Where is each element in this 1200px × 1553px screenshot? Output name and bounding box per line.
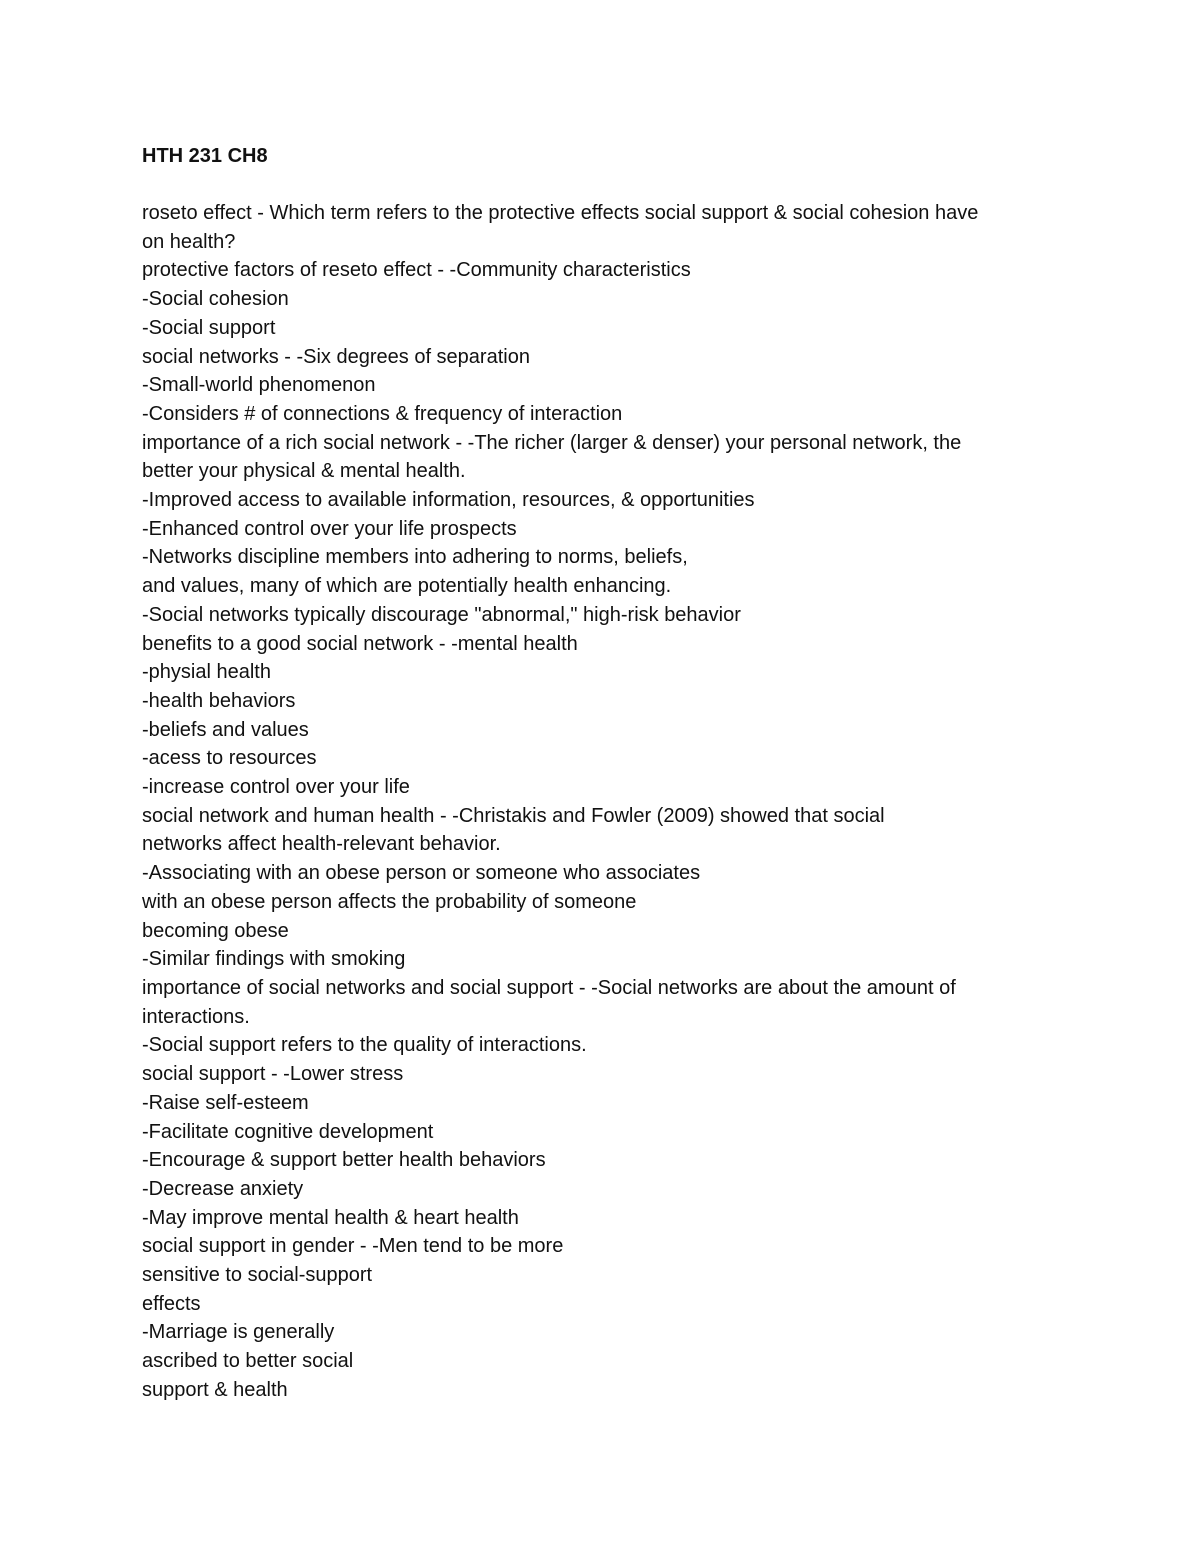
text-line: -Social support	[142, 316, 276, 339]
text-line: benefits to a good social network - -mental health	[142, 632, 578, 655]
text-line: -Social support refers to the quality of interactions.	[142, 1034, 587, 1057]
text-line: -Social networks typically discourage "abnormal," high-risk behavior	[142, 603, 741, 626]
text-line: -Enhanced control over your life prospects	[142, 517, 517, 540]
text-line: importance of social networks and social support - -Social networks are about the amount of	[142, 976, 956, 999]
text-line: -Improved access to available information, resources, & opportunities	[142, 489, 755, 512]
text-line: networks affect health-relevant behavior.	[142, 833, 501, 856]
text-line: ascribed to better social	[142, 1350, 354, 1373]
text-line: social networks - -Six degrees of separation	[142, 345, 530, 368]
text-line: with an obese person affects the probability of someone	[142, 890, 637, 913]
text-line: -Considers # of connections & frequency of interaction	[142, 402, 623, 425]
text-line: and values, many of which are potentially health enhancing.	[142, 575, 672, 598]
text-line: interactions.	[142, 1005, 250, 1028]
text-line: social support in gender - -Men tend to be more	[142, 1235, 564, 1258]
text-line: becoming obese	[142, 919, 289, 942]
text-line: importance of a rich social network - -The richer (larger & denser) your personal network, the	[142, 431, 962, 454]
text-line: -Networks discipline members into adhering to norms, beliefs,	[142, 546, 688, 569]
text-line: -Decrease anxiety	[142, 1177, 304, 1200]
text-line: -May improve mental health & heart health	[142, 1206, 519, 1229]
text-line: -Associating with an obese person or someone who associates	[142, 862, 701, 885]
document-title: HTH 231 CH8	[142, 145, 268, 167]
text-line: -health behaviors	[142, 689, 296, 712]
text-line: -Similar findings with smoking	[142, 948, 406, 971]
document-page	[142, 142, 1062, 1405]
text-line: -increase control over your life	[142, 776, 410, 799]
text-line: -Encourage & support better health behaviors	[142, 1149, 546, 1172]
text-line: -acess to resources	[142, 747, 317, 770]
text-line: on health?	[142, 230, 236, 253]
text-line: -Raise self-esteem	[142, 1091, 309, 1114]
text-line: -Social cohesion	[142, 288, 289, 311]
text-line: effects	[142, 1292, 201, 1315]
text-line: roseto effect - Which term refers to the protective effects social support & social cohesion have	[142, 202, 979, 224]
text-line: protective factors of reseto effect - -Community characteristics	[142, 259, 691, 282]
text-line: -Facilitate cognitive development	[142, 1120, 434, 1143]
text-line: social support - -Lower stress	[142, 1063, 404, 1086]
text-line: social network and human health - -Christakis and Fowler (2009) showed that social	[142, 804, 885, 827]
text-line: -Marriage is generally	[142, 1321, 335, 1344]
text-line: -physial health	[142, 661, 271, 684]
document-body	[142, 199, 1062, 1405]
text-line: support & health	[142, 1378, 288, 1401]
text-line: -beliefs and values	[142, 718, 309, 741]
text-line: -Small-world phenomenon	[142, 374, 376, 397]
text-line: better your physical & mental health.	[142, 460, 466, 483]
text-line: sensitive to social-support	[142, 1264, 373, 1287]
